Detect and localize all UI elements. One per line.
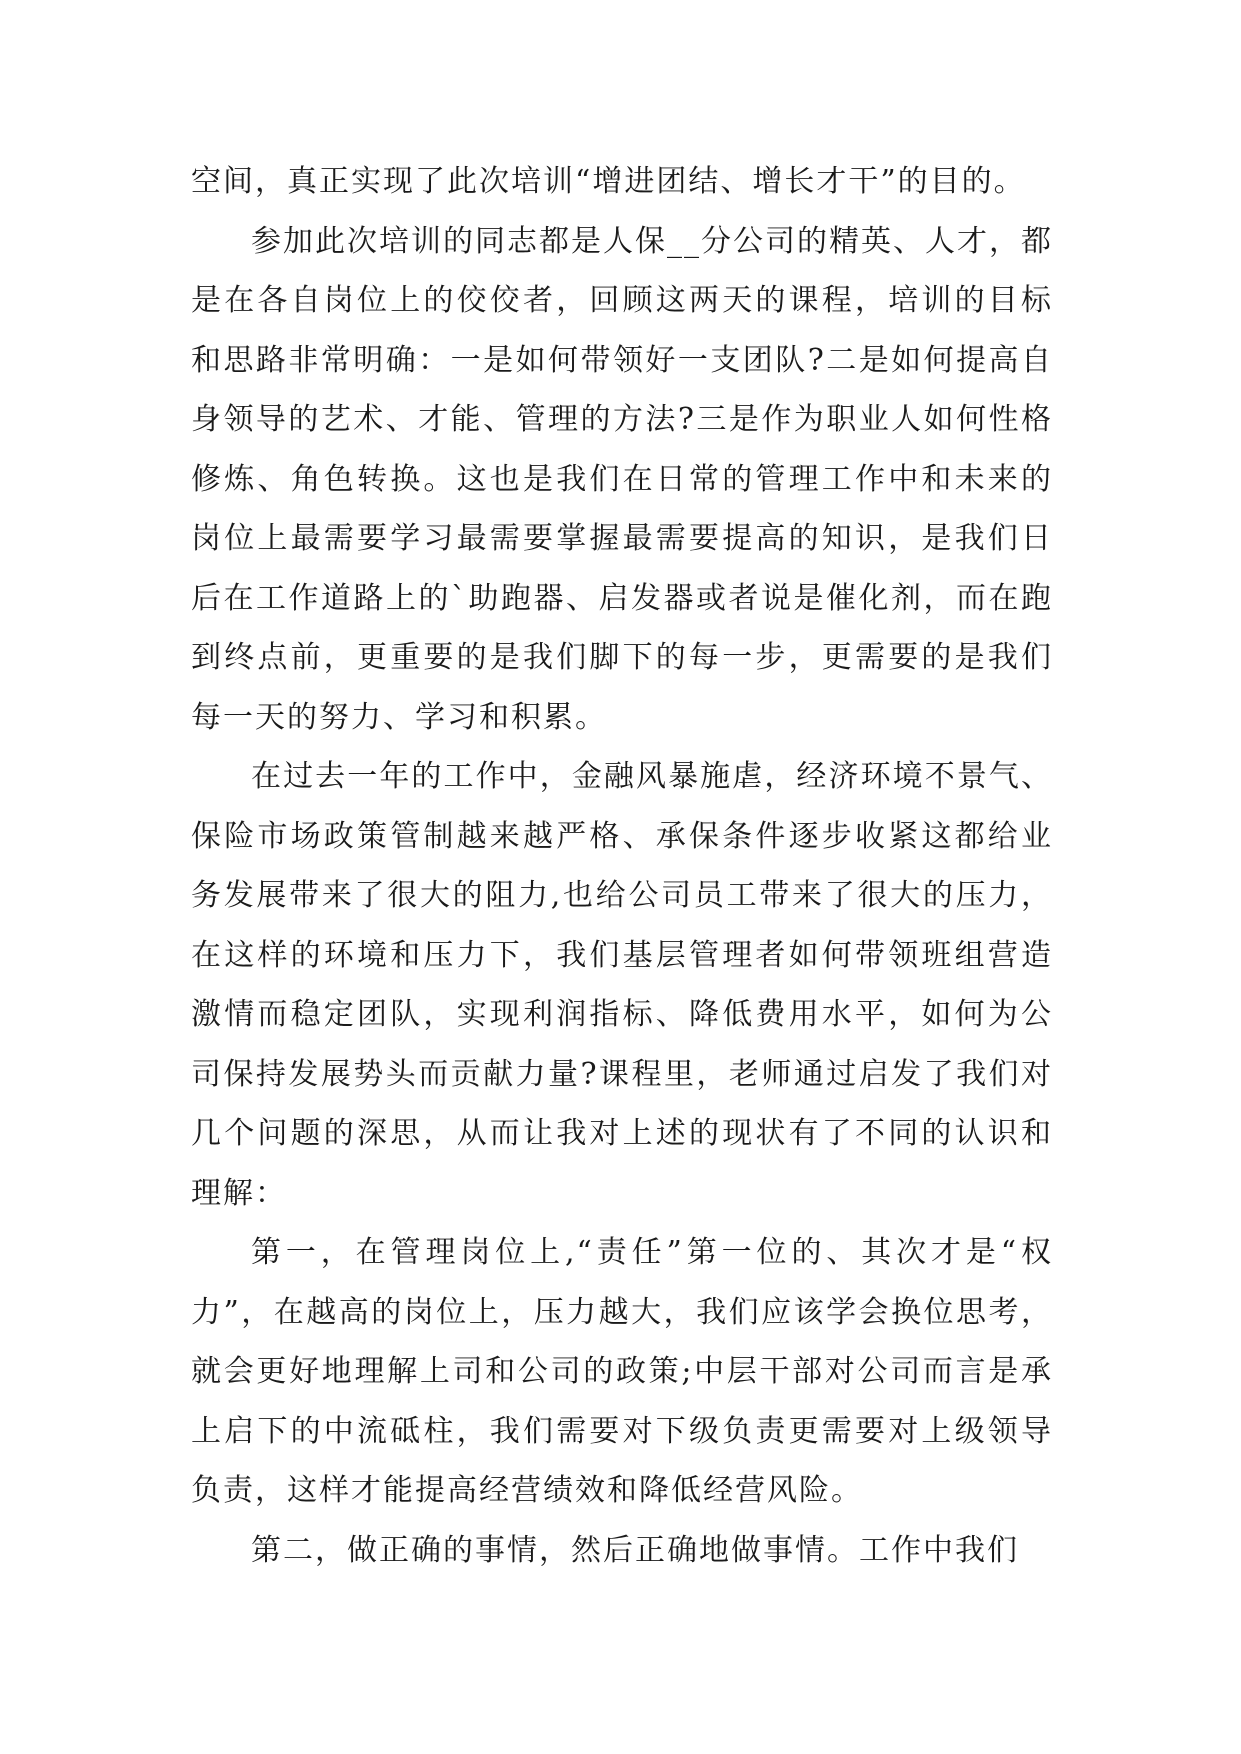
document-body bbox=[191, 152, 1053, 1580]
paragraph-first-point: 第一，在管理岗位上,“责任”第一位的、其次才是“权力”，在越高的岗位上，压力越大，我们应该学会换位思考，就会更好地理解上司和公司的政策;中层干部对公司而言是承上启下的中流砥柱，我们需要对下级负责更需要对上级领导负责，这样才能提高经营绩效和降低经营风险。 bbox=[191, 1235, 1053, 1508]
paragraph-training-goals: 参加此次培训的同志都是人保__分公司的精英、人才，都是在各自岗位上的佼佼者，回顾这两天的课程，培训的目标和思路非常明确：一是如何带领好一支团队?二是如何提高自身领导的艺术、才能、管理的方法?三是作为职业人如何性格修炼、角色转换。这也是我们在日常的管理工作中和未来的岗位上最需要学习最需要掌握最需要提高的知识，是我们日后在工作道路上的`助跑器、启发器或者说是催化剂，而在跑到终点前，更重要的是我们脚下的每一步，更需要的是我们每一天的努力、学习和积累。 bbox=[191, 223, 1053, 735]
paragraph-past-year: 在过去一年的工作中，金融风暴施虐，经济环境不景气、保险市场政策管制越来越严格、承保条件逐步收紧这都给业务发展带来了很大的阻力,也给公司员工带来了很大的压力，在这样的环境和压力下，我们基层管理者如何带领班组营造激情而稳定团队，实现利润指标、降低费用水平，如何为公司保持发展势头而贡献力量?课程里，老师通过启发了我们对几个问题的深思，从而让我对上述的现状有了不同的认识和理解： bbox=[191, 759, 1053, 1211]
paragraph-second-point: 第二，做正确的事情，然后正确地做事情。工作中我们 bbox=[251, 1532, 1019, 1568]
paragraph-continuation: 空间，真正实现了此次培训“增进团结、增长才干”的目的。 bbox=[191, 164, 1026, 199]
